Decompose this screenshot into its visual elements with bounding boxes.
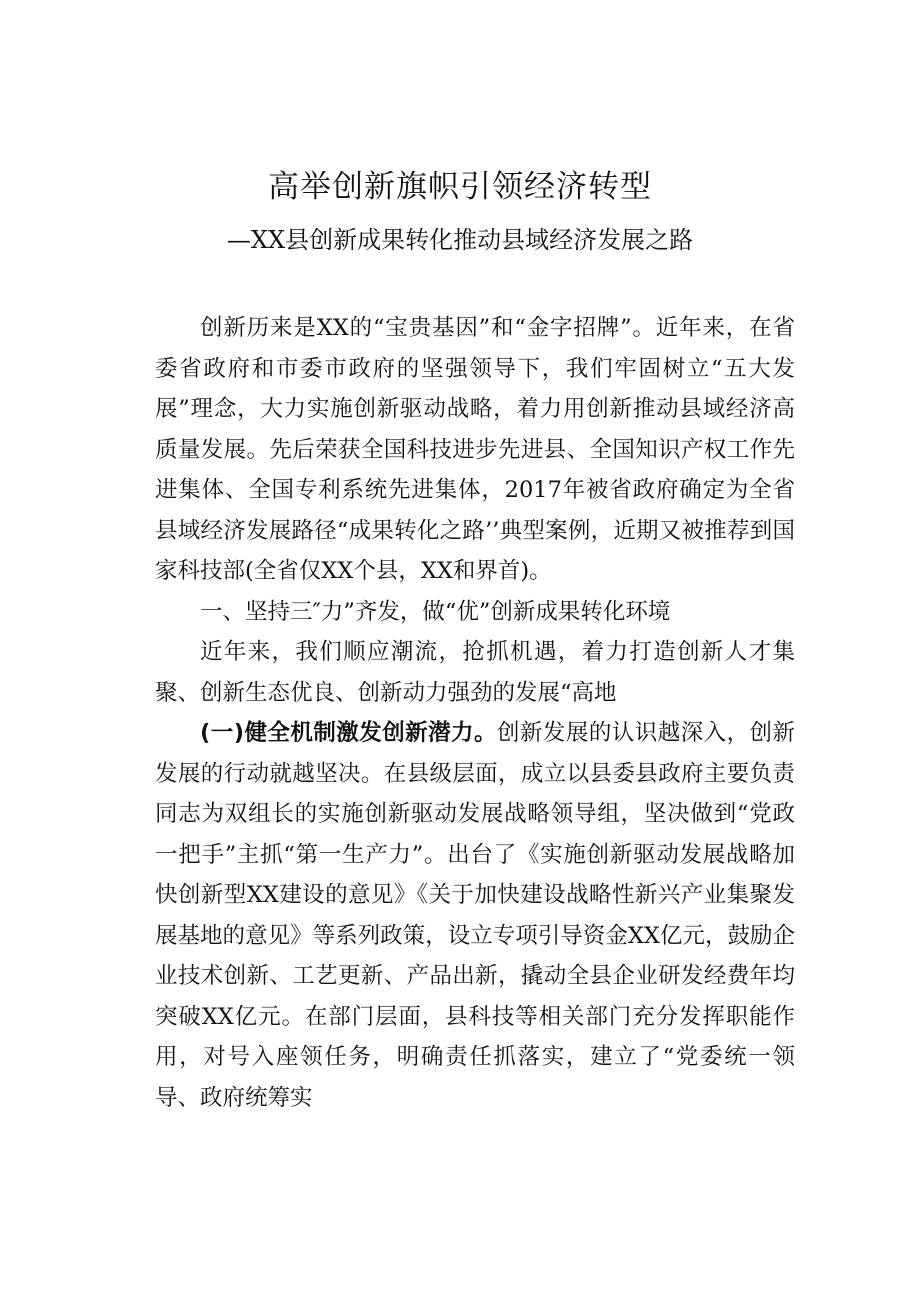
document-body bbox=[155, 308, 795, 1118]
subsection-1-paragraph bbox=[155, 713, 795, 1118]
document-subtitle: —XX县创新成果转化推动县域经济发展之路 bbox=[226, 226, 694, 254]
subsection-1-heading: (一)健全机制激发创新潜力。 bbox=[200, 720, 497, 746]
subsection-1-text: 创新发展的认识越深入，创新发展的行动就越坚决。在县级层面，成立以县委县政府主要负责同志为双组长的实施创新驱动发展战略领导组，坚决做到“党政一把手”主抓“第一生产力”。出台了《实施创新驱动发展战略加快创新型XX建设的意见》《关于加快建设战略性新兴产业集聚发展基地的意见》等系列政策，设立专项引导资金XX亿元，鼓励企业技术创新、工艺更新、产品出新，撬动全县企业研发经费年均突破XX亿元。在部门层面，县科技等相关部门充分发挥职能作用，对号入座领任务，明确责任抓落实，建立了“党委统一领导、政府统筹实 bbox=[155, 720, 795, 1111]
section-1-intro-paragraph: 近年来，我们顺应潮流，抢抓机遇，着力打造创新人才集聚、创新生态优良、创新动力强劲的发展“高地 bbox=[155, 639, 795, 706]
document-title: 高举创新旗帜引领经济转型 bbox=[268, 169, 652, 205]
section-heading-1: 一、坚持三″力”齐发，做“优”创新成果转化环境 bbox=[200, 598, 671, 625]
intro-paragraph: 创新历来是XX的“宝贵基因”和“金字招牌”。近年来，在省委省政府和市委市政府的坚强领导下，我们牢固树立“五大发展”理念，大力实施创新驱动战略，着力用创新推动县域经济高质量发展。先后荣获全国科技进步先进县、全国知识产权工作先进集体、全国专利系统先进集体，2017年被省政府确定为全省县域经济发展路径“成果转化之路’’典型案例，近期又被推荐到国家科技部(全省仅XX个县，XX和界首)。 bbox=[155, 315, 795, 584]
